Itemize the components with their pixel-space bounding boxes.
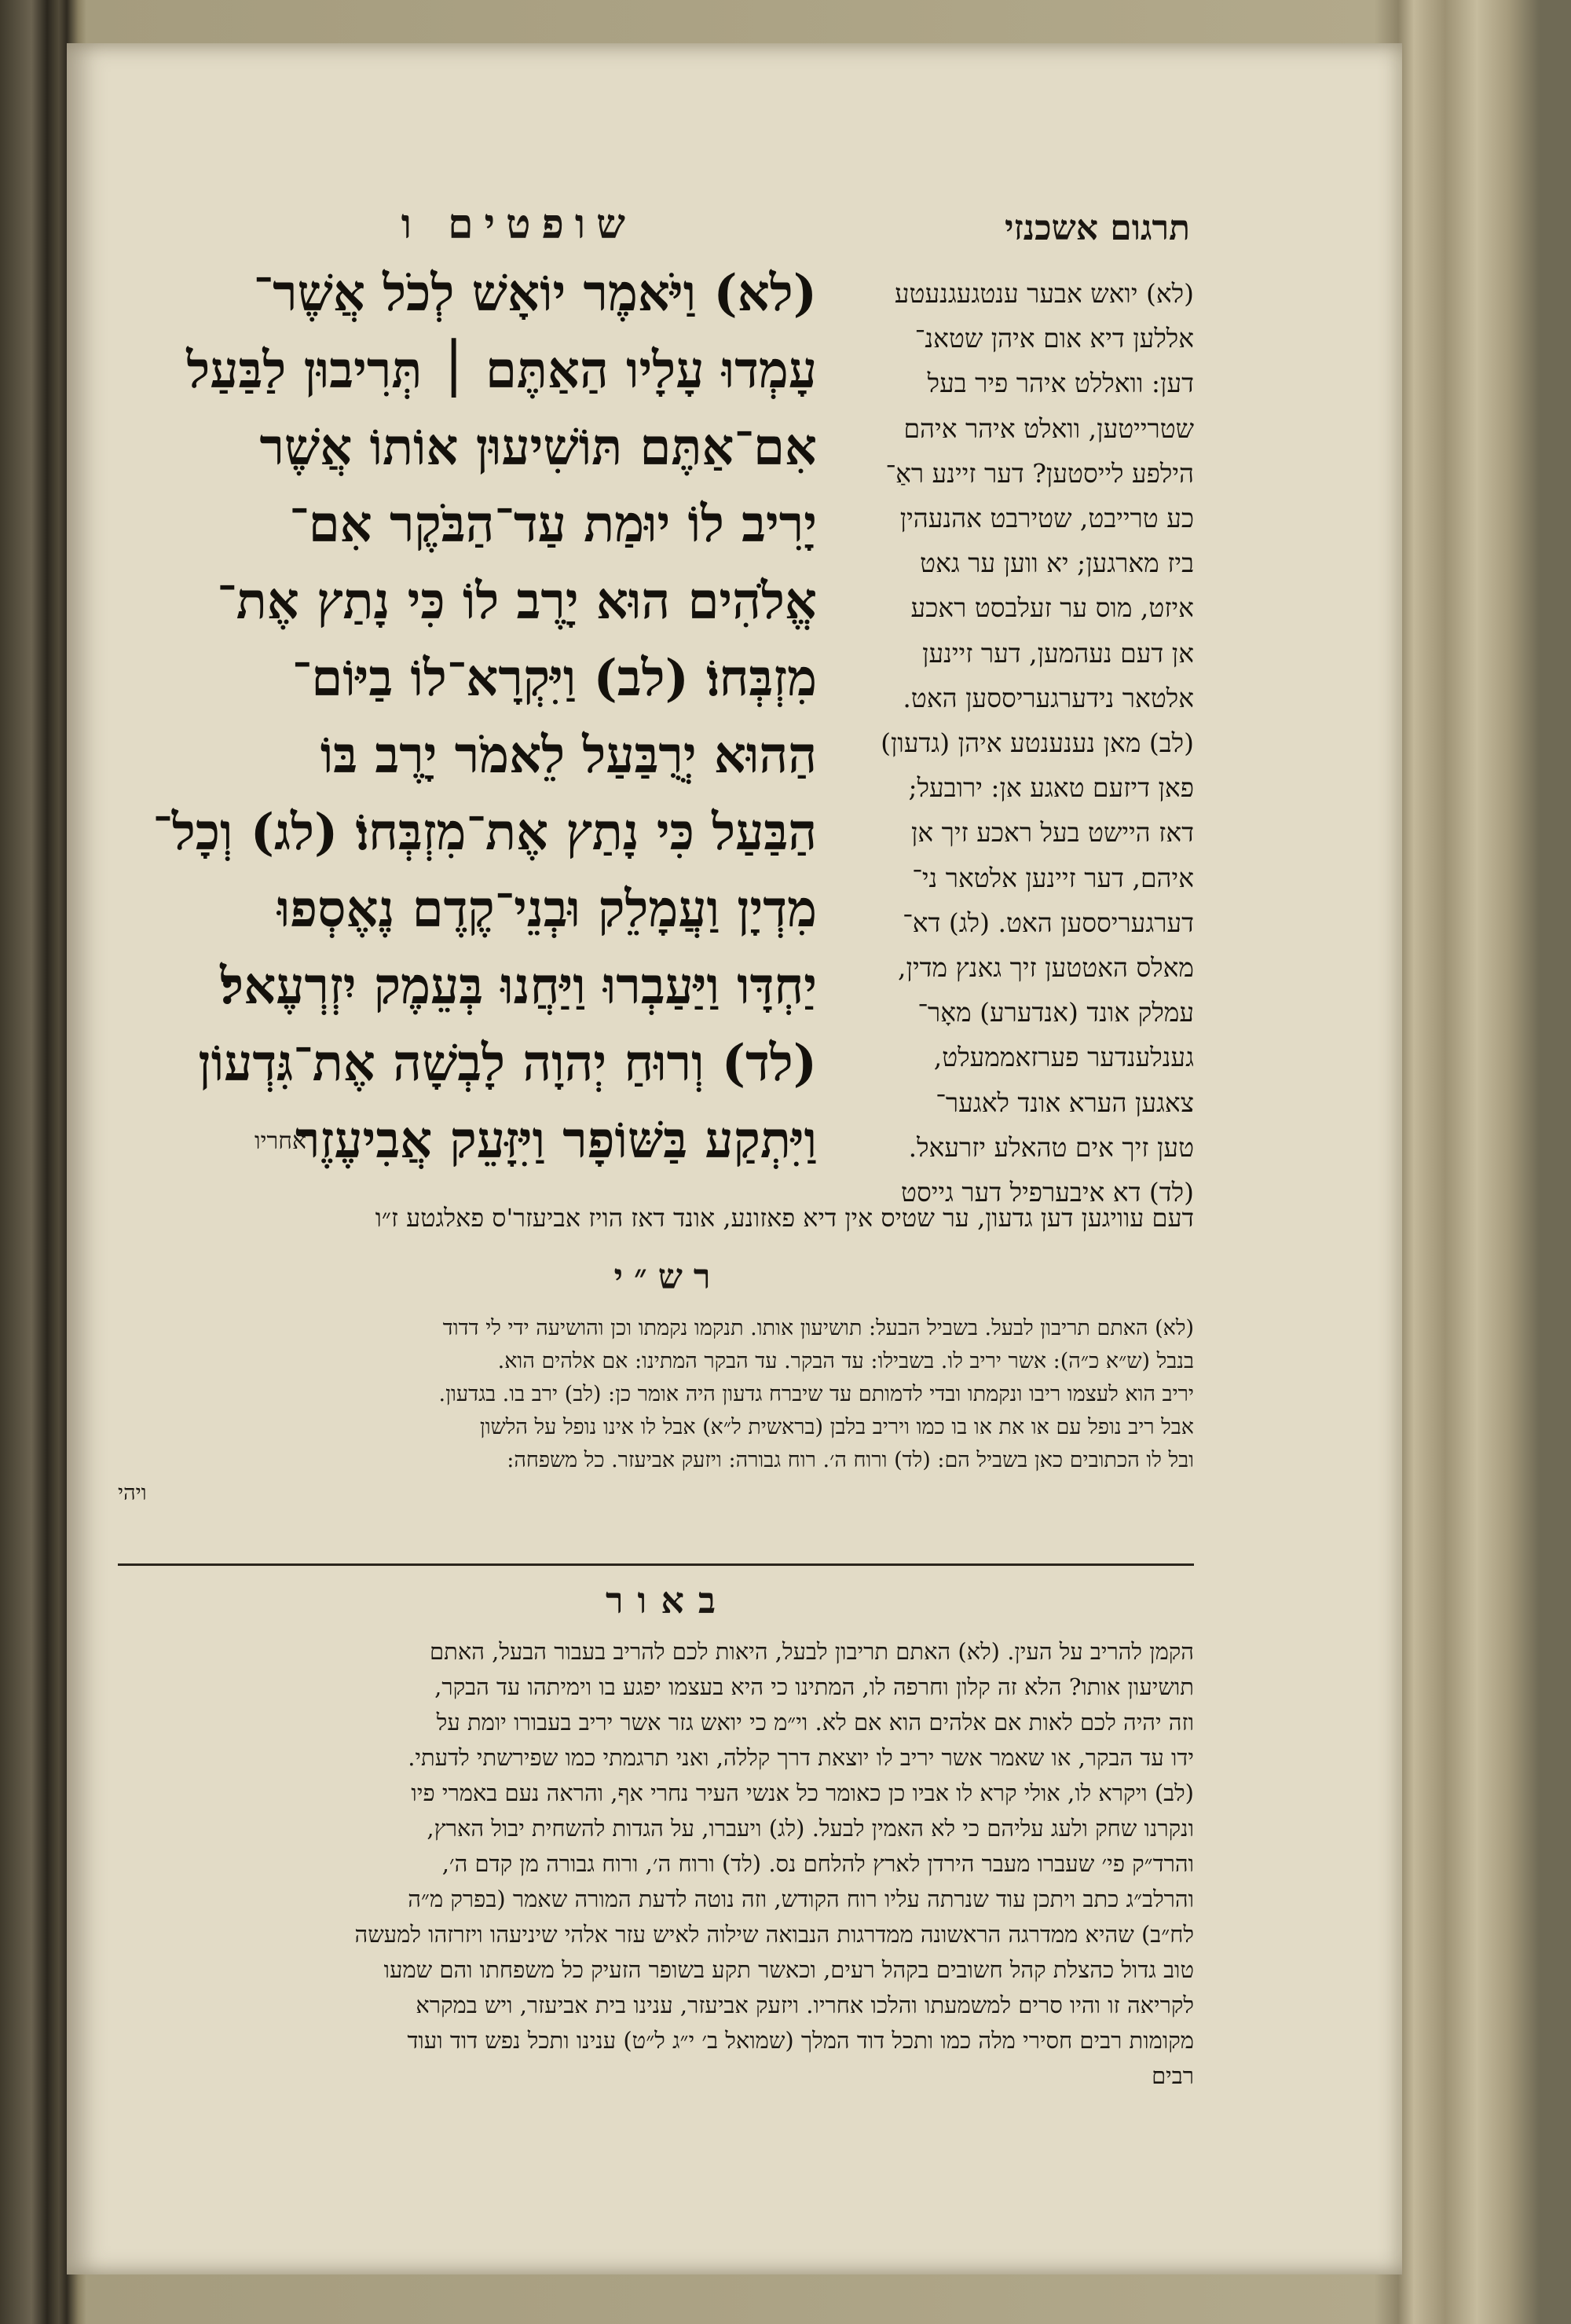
biur-catchword: רבים — [1152, 2062, 1194, 2089]
hebrew-line: הַבַּעַל כִּי נָתַץ אֶת־מִזְבְּחוֹ׃ (לג) וְכָל־ — [152, 803, 817, 862]
translation-line: עמלק אונד (אנדערע) מאָר־ — [917, 997, 1194, 1028]
hebrew-line: הַהוּא יְרֻבַּעַל לֵאמֹר יָרֶב בּוֹ — [320, 726, 817, 785]
translation-line: גענלענדער פערזאממעלט, — [933, 1042, 1194, 1073]
biur-line: והרלב״ג כתב ויתכן עוד שנרתה עליו רוח הקודש, וזה נוטה לדעת המורה שאמר (בפרק מ״ה — [408, 1886, 1194, 1912]
rashi-line: אבל ריב נופל עם או את או בו כמו ויריב בלבן (בראשית ל״א) אבל לו אינו נופל על הלשון — [479, 1415, 1194, 1439]
translation-line: אלטאר נידערגעריססען האט. — [903, 682, 1194, 713]
translation-line: פאן דיזעם טאגע אן: ירובעל; — [908, 772, 1194, 804]
translation-line: איהם, דער זיינען אלטאר ני־ — [912, 862, 1194, 893]
biur-line: ונקרנו שחק ולעג עליהם כי לא האמין לבעל. (לג) ויעברו, על הגדות להשחית יבול הארץ, — [427, 1815, 1194, 1842]
hebrew-line: עָמְדוּ עָלָיו הַאַתֶּם ׀ תְּרִיבוּן לַבַּעַל — [186, 341, 817, 400]
targum-column-heading: תרגום אשכנזי — [1004, 208, 1190, 248]
translation-line: אן דעם נעהמען, דער זיינען — [922, 637, 1194, 669]
biur-commentary — [118, 1634, 1194, 2094]
biur-line: תושיעון אותו? הלא זה קלון וחרפה לו, המתינו כי היא בעצמו יפגע בו וימיתהו עד הבקר, — [434, 1673, 1194, 1700]
biur-line: טוב גדול כהצלת קהל חשובים בקהל רעים, וכאשר תקע בשופר הזעיק כל משפחתו והם שמעו — [383, 1956, 1194, 1983]
hebrew-catchword: אחריו — [254, 1127, 306, 1155]
rashi-line: ובל לו הכתובים כאן בשביל הם: (לד) ורוח ה׳. רוח גבורה: ויזעק אביעזר. כל משפחה: — [507, 1448, 1194, 1472]
biur-line: לח״ב) שהיא ממדרגה הראשונה ממדרגות הנבואה שילוה לאיש עזר אלהי שיניעהו ויזרזהו למעשה — [354, 1921, 1194, 1948]
book-chapter-heading: שופטים ו — [401, 200, 636, 248]
rashi-commentary — [118, 1312, 1194, 1510]
hebrew-line: וַיִּתְקַע בַּשּׁוֹפָר וַיִּזָּעֵק אֲבִיעֶזֶר — [295, 1111, 817, 1170]
section-divider — [118, 1563, 1194, 1566]
translation-line: כע טרייבט, שטירבט אהנעהין — [899, 503, 1194, 534]
hebrew-verse-column — [118, 255, 817, 1179]
hebrew-line: אֱלֹהִים הוּא יָרֶב לוֹ כִּי נָתַץ אֶת־ — [217, 572, 817, 631]
translation-line: (לא) יואש אבער ענטגעגנעטע — [894, 278, 1194, 309]
hebrew-line: יַחְדָּו וַיַּעַבְרוּ וַיַּחֲנוּ בְּעֵמֶק יִזְרְעֶאל׃ — [220, 957, 817, 1016]
biur-line: והרד״ק פי׳ שעברו מעבר הירדן לארץ להלחם נס. (לד) ורוח ה׳, ורוח גבורה מן קדם ה׳, — [441, 1850, 1194, 1877]
translation-column — [848, 271, 1194, 1215]
translation-continuation: דעם עוויגען דען גדעון, ער שטיס אין דיא פאזונע, אונד דאז הויז אביעזר'ס פאלגטע ז״ו — [375, 1203, 1194, 1233]
rashi-line: יריב הוא לעצמו ריבו ונקמתו ובדי לדמותם עד שיברח גדעון היה אומר כן: (לב) ירב בו. בגדעון. — [438, 1382, 1194, 1406]
biur-line: מקומות רבים חסירי מלה כמו ותכל דוד המלך (שמואל ב׳ י״ג ל״ט) ענינו ותכל נפש דוד ועוד — [407, 2027, 1194, 2054]
translation-line: דערגעריססען האט. (לג) דא־ — [903, 907, 1194, 938]
translation-line: דאז היישט בעל ראכע זיך אן — [910, 817, 1194, 849]
hebrew-line: אִם־אַתֶּם תּוֹשִׁיעוּן אוֹתוֹ אֲשֶׁר — [259, 418, 817, 477]
translation-line: (לד) דא איבערפיל דער גייסט — [901, 1177, 1194, 1208]
translation-line: דען: וואללט איהר פיר בעל — [927, 368, 1194, 399]
biur-line: ידו עד הבקר, או שאמר אשר יריב לו יוצאת דרך קללה, ואני תרגמתי כמו שפירשתי לדעתי. — [408, 1744, 1194, 1771]
translation-line: שטרייטען, וואלט איהר איהם — [903, 412, 1194, 444]
rashi-heading: רש״י — [613, 1257, 722, 1297]
translation-line: (לב) מאן נענענטע איהן (גדעון) — [881, 728, 1194, 759]
hebrew-line: יָרִיב לוֹ יוּמַת עַד־הַבֹּקֶר אִם־ — [289, 495, 817, 554]
hebrew-line: (לד) וְרוּחַ יְהוָה לָבְשָׁה אֶת־גִּדְעוֹן — [198, 1034, 817, 1093]
translation-line: ביז מארגען; יא ווען ער גאט — [920, 548, 1194, 579]
rashi-line: בנבל (ש״א כ״ה): אשר יריב לו. בשבילו: עד הבקר. עד הבקר המתינו: אם אלהים הוא. — [497, 1349, 1194, 1373]
translation-line: מאלס האטטען זיך גאנץ מדין, — [898, 952, 1194, 984]
translation-line: איזט, מוס ער זעלבסט ראכע — [910, 592, 1194, 624]
translation-line: הילפע לייסטען? דער זיינע ראַ־ — [885, 457, 1194, 489]
translation-line: צאגען הערא אונד לאגער־ — [936, 1087, 1194, 1118]
hebrew-line: מִדְיָן וַעֲמָלֵק וּבְנֵי־קֶדֶם נֶאֶסְפוּ — [276, 880, 817, 939]
translation-line: טען זיך אים טהאלע יזרעאל. — [908, 1131, 1194, 1163]
biur-line: לקריאה זו והיו סרים למשמעתו והלכו אחריו. ויזעק אביעזר, ענינו בית אביעזר, ויש במקרא — [416, 1992, 1194, 2018]
biur-line: הקמן להריב על העין. (לא) האתם תריבון לבעל, היאות לכם להריב בעבור הבעל, האתם — [430, 1638, 1194, 1665]
hebrew-line: (לא) וַיֹּאמֶר יוֹאָשׁ לְכֹל אֲשֶׁר־ — [253, 264, 817, 323]
biur-heading: באור — [605, 1579, 731, 1622]
hebrew-line: מִזְבְּחוֹ׃ (לב) וַיִּקְרָא־לוֹ בַיּוֹם־ — [291, 649, 817, 708]
rashi-catchword: ויהי — [118, 1481, 147, 1505]
biur-line: וזה יהיה לכם לאות אם אלהים הוא אם לא. וי״מ כי יואש גזר אשר יריב בעבורו יומת על — [436, 1709, 1194, 1736]
rashi-line: (לא) האתם תריבון לבעל. בשביל הבעל: תושיעון אותו. תנקמו נקמתו וכן והושיעה ידי לי דדוד — [442, 1316, 1194, 1340]
translation-line: אללען דיא אום איהן שטאנ־ — [914, 323, 1194, 354]
biur-line: (לב) ויקרא לו, אולי קרא לו אביו כן כאומר כל אנשי העיר נחרי אף, והראה נעם באמרי פיו — [411, 1780, 1194, 1806]
